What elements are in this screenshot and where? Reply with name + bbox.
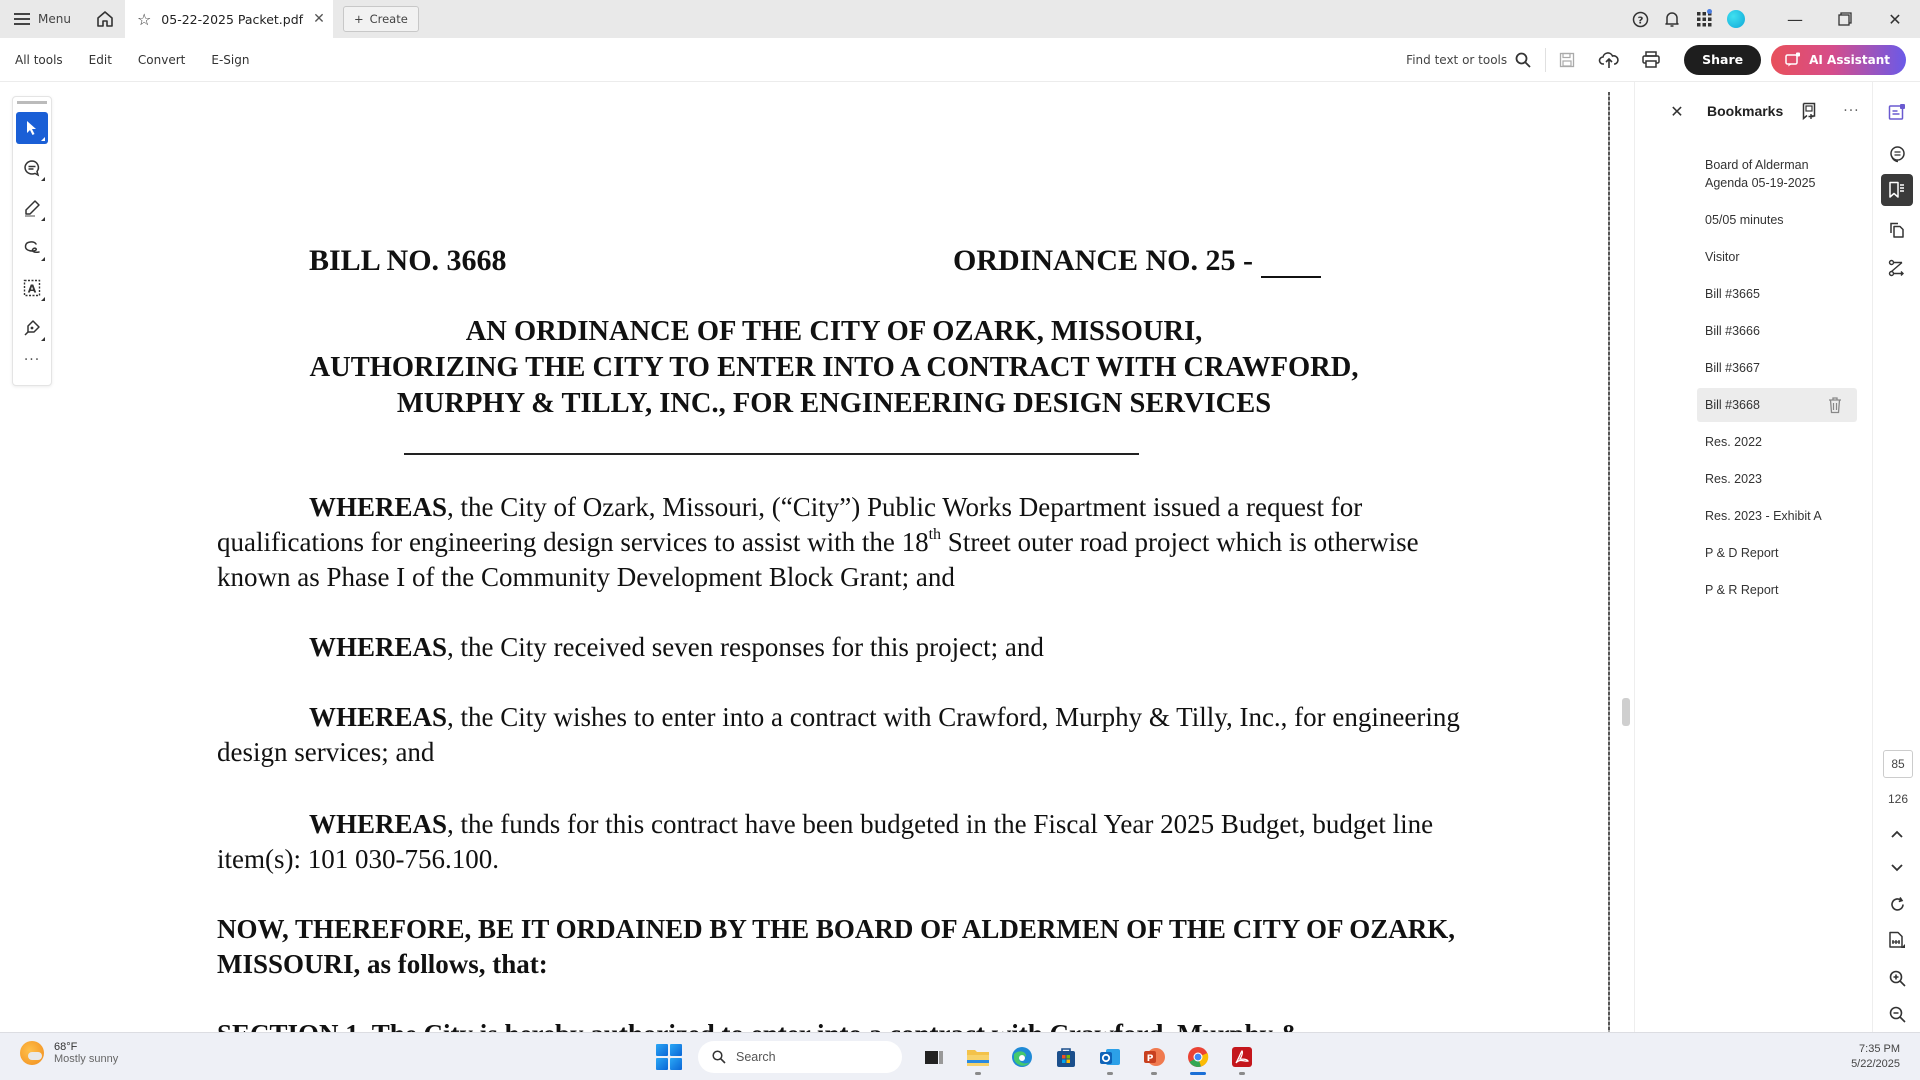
whereas-label: WHEREAS [309, 809, 448, 839]
restore-button[interactable] [1820, 0, 1870, 38]
taskbar-search[interactable] [698, 1041, 902, 1073]
document-tab[interactable] [125, 0, 333, 38]
pen-icon [23, 199, 41, 217]
upload-cloud-button[interactable] [1588, 38, 1630, 82]
folder-icon [966, 1047, 990, 1067]
sign-tool-button[interactable] [16, 312, 48, 344]
right-panel-rail [1872, 82, 1920, 1032]
rail-drag-handle[interactable] [17, 101, 47, 104]
menu-label: Menu [38, 12, 71, 26]
zoom-in-icon [1889, 970, 1906, 987]
store-icon [1055, 1046, 1077, 1068]
plus-icon: + [353, 12, 364, 26]
file-explorer-app[interactable] [956, 1039, 1000, 1075]
ordained-text: NOW, THEREFORE, BE IT ORDAINED BY THE BOARD OF ALDERMEN OF THE CITY OF OZARK, MISSOURI, [217, 914, 1455, 979]
comment-tool-button[interactable] [16, 152, 48, 184]
weather-temperature: 68°F [54, 1041, 78, 1053]
ai-summary-button[interactable] [1881, 96, 1913, 128]
apps-badge [1707, 9, 1712, 14]
submenu-indicator [41, 257, 45, 261]
close-icon: ✕ [1888, 9, 1902, 29]
submenu-indicator [41, 297, 45, 301]
previous-page-button[interactable] [1881, 818, 1913, 850]
whereas-label: WHEREAS [309, 492, 448, 522]
bookmark-item[interactable]: 05/05 minutes [1705, 213, 1784, 227]
save-icon [1559, 52, 1575, 68]
task-view-icon [924, 1048, 944, 1066]
search-placeholder: Search [736, 1050, 776, 1064]
add-bookmark-button[interactable] [1799, 101, 1819, 121]
page-edge [1608, 92, 1610, 1032]
minimize-button[interactable] [1770, 0, 1820, 38]
powerpoint-app[interactable] [1132, 1039, 1176, 1075]
tab-title: 05-22-2025 Packet.pdf [161, 11, 304, 27]
paragraph-text: , the City of Ozark, Missouri, (“City”) Public Works Department issued a request for qualifications for engineering design services to assist with the 18 [217, 492, 1363, 557]
menu-button[interactable] [0, 0, 85, 38]
ai-document-icon [1888, 103, 1906, 121]
bookmark-item[interactable]: P & R Report [1705, 583, 1779, 597]
start-button[interactable] [656, 1044, 682, 1070]
help-icon [1632, 11, 1649, 28]
main-toolbar [0, 38, 1920, 82]
outlook-icon [1099, 1046, 1121, 1068]
bookmarks-panel [1634, 82, 1872, 1032]
text-box-icon [23, 279, 41, 297]
edge-icon [1011, 1046, 1033, 1068]
select-tool-button[interactable] [16, 112, 48, 144]
create-button[interactable] [343, 6, 419, 32]
clock-date: 5/22/2025 [1851, 1058, 1900, 1070]
edge-browser-app[interactable] [1000, 1039, 1044, 1075]
find-label: Find text or tools [1406, 52, 1508, 67]
zoom-out-button[interactable] [1881, 998, 1913, 1030]
svg-text:P: P [1146, 1054, 1154, 1064]
acrobat-icon [1231, 1046, 1253, 1068]
save-button[interactable] [1546, 38, 1588, 82]
bookmark-item[interactable]: Res. 2023 [1705, 472, 1762, 486]
bookmark-item[interactable]: Res. 2023 - Exhibit A [1705, 509, 1822, 523]
title-bar [0, 0, 1920, 38]
bookmark-item[interactable]: P & D Report [1705, 546, 1779, 560]
acrobat-app[interactable] [1220, 1039, 1264, 1075]
ordained-tail: as follows, that: [360, 949, 548, 979]
pages-copy-icon [1888, 221, 1906, 239]
more-tools-button[interactable]: ··· [23, 352, 41, 368]
bookmark-item[interactable]: Visitor [1705, 250, 1740, 264]
svg-text:A: A [27, 282, 37, 296]
title-line-2: AUTHORIZING THE CITY TO ENTER INTO A CONTRACT WITH CRAWFORD, [309, 352, 1359, 383]
star-icon[interactable]: ☆ [136, 9, 152, 29]
quick-tools-rail [12, 96, 52, 386]
submenu-indicator [41, 177, 45, 181]
share-button[interactable]: Share [1684, 45, 1761, 75]
home-button[interactable] [85, 0, 125, 38]
task-view-button[interactable] [912, 1039, 956, 1075]
print-button[interactable] [1630, 38, 1672, 82]
menu-e-sign[interactable]: E-Sign [211, 52, 250, 67]
paragraph-text: Street outer road project which is otherwise known as Phase I of the Community Development Block Grant; and [217, 527, 1419, 592]
whereas-paragraph-1 [217, 490, 1477, 595]
title-line-1: AN ORDINANCE OF THE CITY OF OZARK, MISSOURI, [465, 316, 1203, 347]
bookmark-item[interactable]: Bill #3665 [1705, 287, 1760, 301]
active-indicator [1190, 1072, 1206, 1075]
superscript: th [928, 526, 942, 543]
help-button[interactable] [1624, 0, 1656, 38]
bookmarks-header [1635, 96, 1873, 126]
system-clock[interactable] [1851, 1042, 1900, 1072]
ai-assistant-button[interactable] [1771, 45, 1906, 75]
bookmark-item[interactable]: Bill #3666 [1705, 324, 1760, 338]
powerpoint-icon [1143, 1046, 1165, 1068]
outlook-app[interactable] [1088, 1039, 1132, 1075]
home-icon [96, 10, 114, 28]
bookmark-item[interactable]: Bill #3667 [1705, 361, 1760, 375]
paragraph-text: , the funds for this contract have been budgeted in the Fiscal Year 2025 Budget, budget line item(s): 101 030-756.100. [217, 809, 1434, 874]
highlight-tool-button[interactable] [16, 192, 48, 224]
ai-assistant-label: AI Assistant [1809, 52, 1890, 67]
comments-panel-button[interactable] [1881, 138, 1913, 170]
menu-edit[interactable]: Edit [88, 52, 112, 67]
bookmark-list-icon [1888, 181, 1906, 199]
weather-widget[interactable] [20, 1041, 118, 1065]
search-icon [1515, 52, 1531, 68]
rotate-button[interactable] [1881, 888, 1913, 920]
windows-taskbar [0, 1032, 1920, 1080]
svg-text:?: ? [1637, 15, 1643, 26]
bookmark-item[interactable]: Res. 2022 [1705, 435, 1762, 449]
total-pages: 126 [1887, 792, 1909, 806]
page-display-button[interactable] [1881, 924, 1913, 956]
bookmarks-list [1697, 148, 1857, 610]
ordinance-title [184, 314, 1484, 422]
chevron-up-icon [1891, 830, 1903, 838]
weather-description: Mostly sunny [54, 1053, 119, 1065]
title-line-3: MURPHY & TILLY, INC., FOR ENGINEERING DESIGN SERVICES [396, 388, 1272, 419]
bookmark-item[interactable]: Board of Alderman Agenda 05-19-2025 [1705, 158, 1816, 190]
chrome-icon [1187, 1046, 1209, 1068]
submenu-indicator [41, 217, 45, 221]
bookmark-item-selected[interactable] [1697, 388, 1857, 422]
microsoft-store-app[interactable] [1044, 1039, 1088, 1075]
whereas-label: WHEREAS [309, 702, 448, 732]
ai-assistant-icon [1785, 52, 1801, 67]
compare-arrows-icon [1888, 259, 1906, 277]
bookmarks-panel-button[interactable] [1881, 174, 1913, 206]
ordained-clause [217, 912, 1477, 982]
bookmarks-title: Bookmarks [1707, 103, 1784, 119]
rotate-icon [1889, 896, 1906, 913]
ordinance-number [953, 244, 1321, 278]
submenu-indicator [41, 137, 45, 141]
zoom-in-button[interactable] [1881, 962, 1913, 994]
pages-panel-button[interactable] [1881, 214, 1913, 246]
paragraph-text: , the City wishes to enter into a contract with Crawford, Murphy & Tilly, Inc., for engineering design services; and [217, 702, 1460, 767]
next-page-button[interactable] [1881, 852, 1913, 884]
menu-convert[interactable]: Convert [137, 52, 186, 67]
bookmarks-more-options[interactable]: ··· [1843, 103, 1860, 119]
fountain-pen-icon [23, 319, 41, 337]
document-scrollbar-thumb[interactable] [1622, 698, 1630, 726]
cloud-upload-icon [1599, 51, 1619, 69]
document-viewer[interactable] [64, 82, 1610, 1032]
close-window-button[interactable] [1870, 0, 1920, 38]
running-indicator [975, 1072, 981, 1075]
whereas-label: WHEREAS [309, 632, 448, 662]
freehand-draw-icon [23, 240, 41, 256]
cursor-arrow-icon [24, 120, 40, 136]
whereas-paragraph-3 [217, 700, 1477, 770]
notifications-button[interactable] [1656, 0, 1688, 38]
menu-all-tools[interactable]: All tools [15, 52, 63, 67]
title-divider [404, 453, 1139, 455]
running-indicator [1239, 1072, 1245, 1075]
bell-icon [1664, 11, 1680, 28]
whereas-paragraph-4 [217, 807, 1477, 877]
bookmark-label: Bill #3668 [1705, 398, 1760, 412]
profile-button[interactable] [1720, 0, 1752, 38]
partly-sunny-icon [20, 1041, 44, 1065]
ordinance-number-text: ORDINANCE NO. 25 - [953, 244, 1253, 277]
restore-icon [1838, 12, 1852, 26]
add-bookmark-icon [1802, 102, 1816, 120]
current-page-input[interactable]: 85 [1883, 750, 1913, 778]
ordinance-blank-line [1261, 252, 1321, 278]
draw-tool-button[interactable] [16, 232, 48, 264]
search-icon [712, 1050, 726, 1064]
whereas-paragraph-2 [217, 630, 1477, 665]
bill-number: BILL NO. 3668 [309, 244, 507, 277]
find-text-or-tools[interactable] [1406, 48, 1546, 72]
comment-icon [23, 159, 41, 177]
close-tab-icon[interactable]: ✕ [313, 11, 325, 27]
avatar [1727, 10, 1745, 28]
compare-panel-button[interactable] [1881, 252, 1913, 284]
chevron-down-icon [1891, 864, 1903, 872]
chrome-app[interactable] [1176, 1039, 1220, 1075]
text-box-tool-button[interactable] [16, 272, 48, 304]
apps-button[interactable] [1688, 0, 1720, 38]
minimize-icon: — [1787, 9, 1803, 29]
page-display-icon [1888, 931, 1906, 949]
running-indicator [1151, 1072, 1157, 1075]
running-indicator [1107, 1072, 1113, 1075]
close-panel-button[interactable]: ✕ [1670, 101, 1684, 121]
submenu-indicator [41, 337, 45, 341]
delete-bookmark-icon[interactable] [1827, 396, 1843, 414]
hamburger-icon [14, 13, 30, 25]
create-label: Create [369, 12, 408, 26]
zoom-out-icon [1889, 1006, 1906, 1023]
pdf-page [64, 82, 1610, 1032]
clock-time: 7:35 PM [1859, 1043, 1900, 1055]
comments-icon [1888, 145, 1906, 163]
paragraph-text: , the City received seven responses for this project; and [447, 632, 1044, 662]
printer-icon [1642, 51, 1660, 68]
